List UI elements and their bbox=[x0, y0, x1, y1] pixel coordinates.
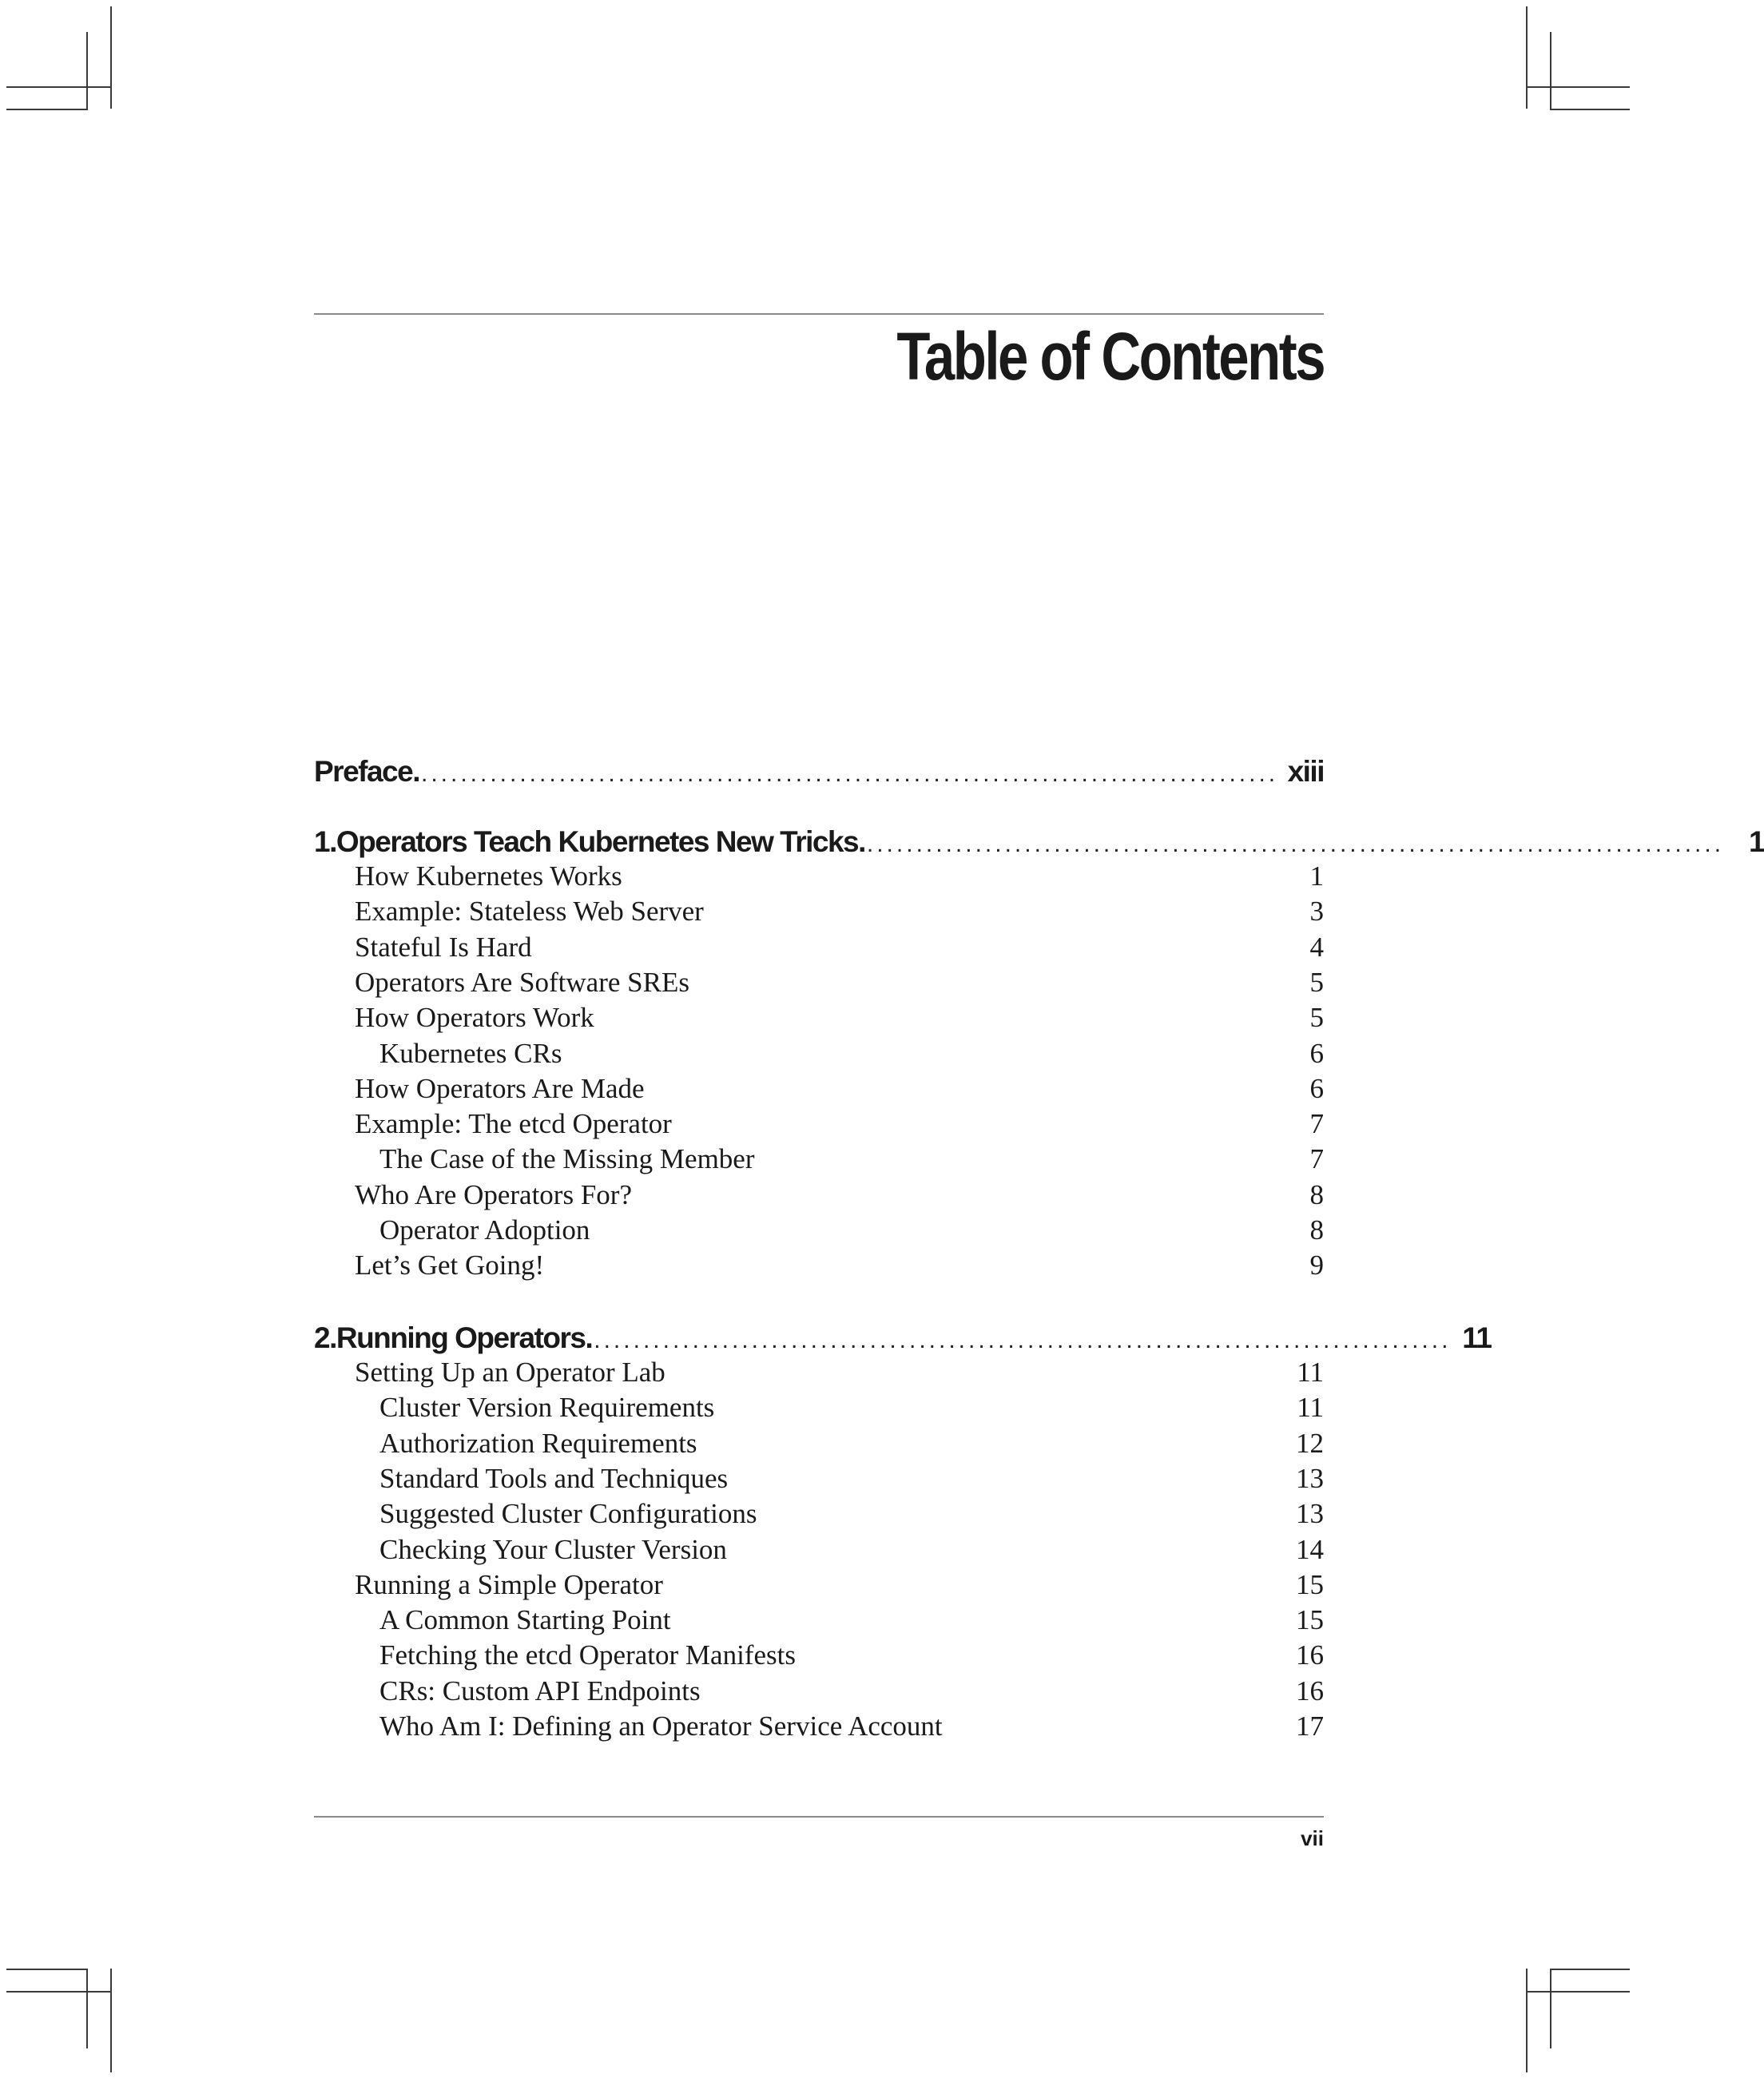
page-number: 6 bbox=[1309, 1073, 1324, 1104]
toc-section[interactable] bbox=[314, 1569, 1324, 1601]
page-number: 12 bbox=[1296, 1428, 1324, 1459]
toc-subsection[interactable] bbox=[314, 1428, 1324, 1460]
toc-subsection[interactable] bbox=[314, 1463, 1324, 1495]
entry-title: How Kubernetes Works bbox=[355, 860, 622, 892]
page-number: 17 bbox=[1296, 1710, 1324, 1742]
entry-title: A Common Starting Point bbox=[379, 1604, 671, 1635]
entry-title: Example: The etcd Operator bbox=[355, 1108, 672, 1139]
toc-subsection[interactable] bbox=[314, 1038, 1324, 1070]
toc-preface[interactable] bbox=[314, 755, 1324, 789]
page-number: 6 bbox=[1309, 1038, 1324, 1069]
dot-leader: ....................................................................................... bbox=[421, 761, 1279, 787]
toc-subsection[interactable] bbox=[314, 1675, 1324, 1707]
page-number: 4 bbox=[1309, 932, 1324, 963]
entry-title: Suggested Cluster Configurations bbox=[379, 1498, 757, 1529]
page-number: 5 bbox=[1309, 967, 1324, 998]
footer-rule bbox=[314, 1816, 1324, 1818]
entry-title: Checking Your Cluster Version bbox=[379, 1534, 727, 1565]
entry-title: Who Are Operators For? bbox=[355, 1179, 632, 1210]
entry-title: Kubernetes CRs bbox=[379, 1038, 562, 1069]
toc-subsection[interactable] bbox=[314, 1143, 1324, 1175]
page-number: 8 bbox=[1309, 1214, 1324, 1246]
entry-title: Example: Stateless Web Server bbox=[355, 896, 704, 927]
entry-title: How Operators Work bbox=[355, 1002, 594, 1033]
page-number: 1 bbox=[1309, 860, 1324, 892]
page-number: 11 bbox=[1297, 1392, 1324, 1423]
entry-title: Preface. bbox=[314, 755, 419, 788]
page-number: 1 bbox=[1748, 825, 1764, 858]
entry-title: CRs: Custom API Endpoints bbox=[379, 1675, 701, 1707]
page-number: 11 bbox=[1297, 1357, 1324, 1388]
page-title: Table of Contents bbox=[896, 319, 1324, 394]
toc-section[interactable] bbox=[314, 1357, 1324, 1389]
toc-section[interactable] bbox=[314, 1002, 1324, 1034]
toc-subsection[interactable] bbox=[314, 1498, 1324, 1530]
page-number: 15 bbox=[1296, 1604, 1324, 1635]
toc-section[interactable] bbox=[314, 1250, 1324, 1281]
toc-section[interactable] bbox=[314, 967, 1324, 999]
page-number: 13 bbox=[1296, 1463, 1324, 1494]
entry-title: Let’s Get Going! bbox=[355, 1250, 545, 1281]
page-number: 13 bbox=[1296, 1498, 1324, 1529]
entry-title: Running Operators. bbox=[336, 1321, 593, 1354]
entry-title: Fetching the etcd Operator Manifests bbox=[379, 1639, 796, 1671]
page-number: 7 bbox=[1309, 1108, 1324, 1139]
toc-section[interactable] bbox=[314, 1073, 1324, 1105]
entry-title: Operator Adoption bbox=[379, 1214, 590, 1246]
toc-subsection[interactable] bbox=[314, 1392, 1324, 1424]
page-number: 11 bbox=[1462, 1321, 1492, 1354]
toc-subsection[interactable] bbox=[314, 1534, 1324, 1566]
entry-title: Running a Simple Operator bbox=[355, 1569, 663, 1600]
toc-subsection[interactable] bbox=[314, 1639, 1324, 1671]
toc-subsection[interactable] bbox=[314, 1604, 1324, 1636]
toc-chapter[interactable] bbox=[314, 1321, 1492, 1355]
entry-title: Stateful Is Hard bbox=[355, 932, 532, 963]
chapter-number: 1. bbox=[314, 825, 336, 858]
entry-title: Who Am I: Defining an Operator Service Account bbox=[379, 1710, 943, 1742]
page-number: 9 bbox=[1309, 1250, 1324, 1281]
dot-leader: ....................................................................................... bbox=[866, 831, 1725, 857]
toc-subsection[interactable] bbox=[314, 1214, 1324, 1246]
page-number: xiii bbox=[1287, 755, 1324, 788]
toc-section[interactable] bbox=[314, 1108, 1324, 1140]
toc-section[interactable] bbox=[314, 896, 1324, 928]
page-number: 7 bbox=[1309, 1143, 1324, 1174]
toc-section[interactable] bbox=[314, 860, 1324, 892]
entry-title: Standard Tools and Techniques bbox=[379, 1463, 729, 1494]
page-number: 15 bbox=[1296, 1569, 1324, 1600]
toc-section[interactable] bbox=[314, 932, 1324, 964]
toc-chapter[interactable] bbox=[314, 825, 1764, 859]
page-number: 8 bbox=[1309, 1179, 1324, 1210]
entry-title: The Case of the Missing Member bbox=[379, 1143, 755, 1174]
page-number: 3 bbox=[1309, 896, 1324, 927]
entry-title: Authorization Requirements bbox=[379, 1428, 697, 1459]
dot-leader: ....................................................................................... bbox=[594, 1327, 1452, 1353]
entry-title: Cluster Version Requirements bbox=[379, 1392, 715, 1423]
page-number: 14 bbox=[1296, 1534, 1324, 1565]
toc-subsection[interactable] bbox=[314, 1710, 1324, 1742]
entry-title: Setting Up an Operator Lab bbox=[355, 1357, 665, 1388]
toc-section[interactable] bbox=[314, 1179, 1324, 1211]
page-number: 16 bbox=[1296, 1675, 1324, 1707]
entry-title: Operators Are Software SREs bbox=[355, 967, 689, 998]
entry-title: Operators Teach Kubernetes New Tricks. bbox=[336, 825, 865, 858]
page-number: 16 bbox=[1296, 1639, 1324, 1671]
page-number: 5 bbox=[1309, 1002, 1324, 1033]
table-of-contents bbox=[314, 0, 1764, 2078]
entry-title: How Operators Are Made bbox=[355, 1073, 645, 1104]
chapter-number: 2. bbox=[314, 1321, 336, 1354]
page-folio: vii bbox=[1301, 1826, 1324, 1850]
